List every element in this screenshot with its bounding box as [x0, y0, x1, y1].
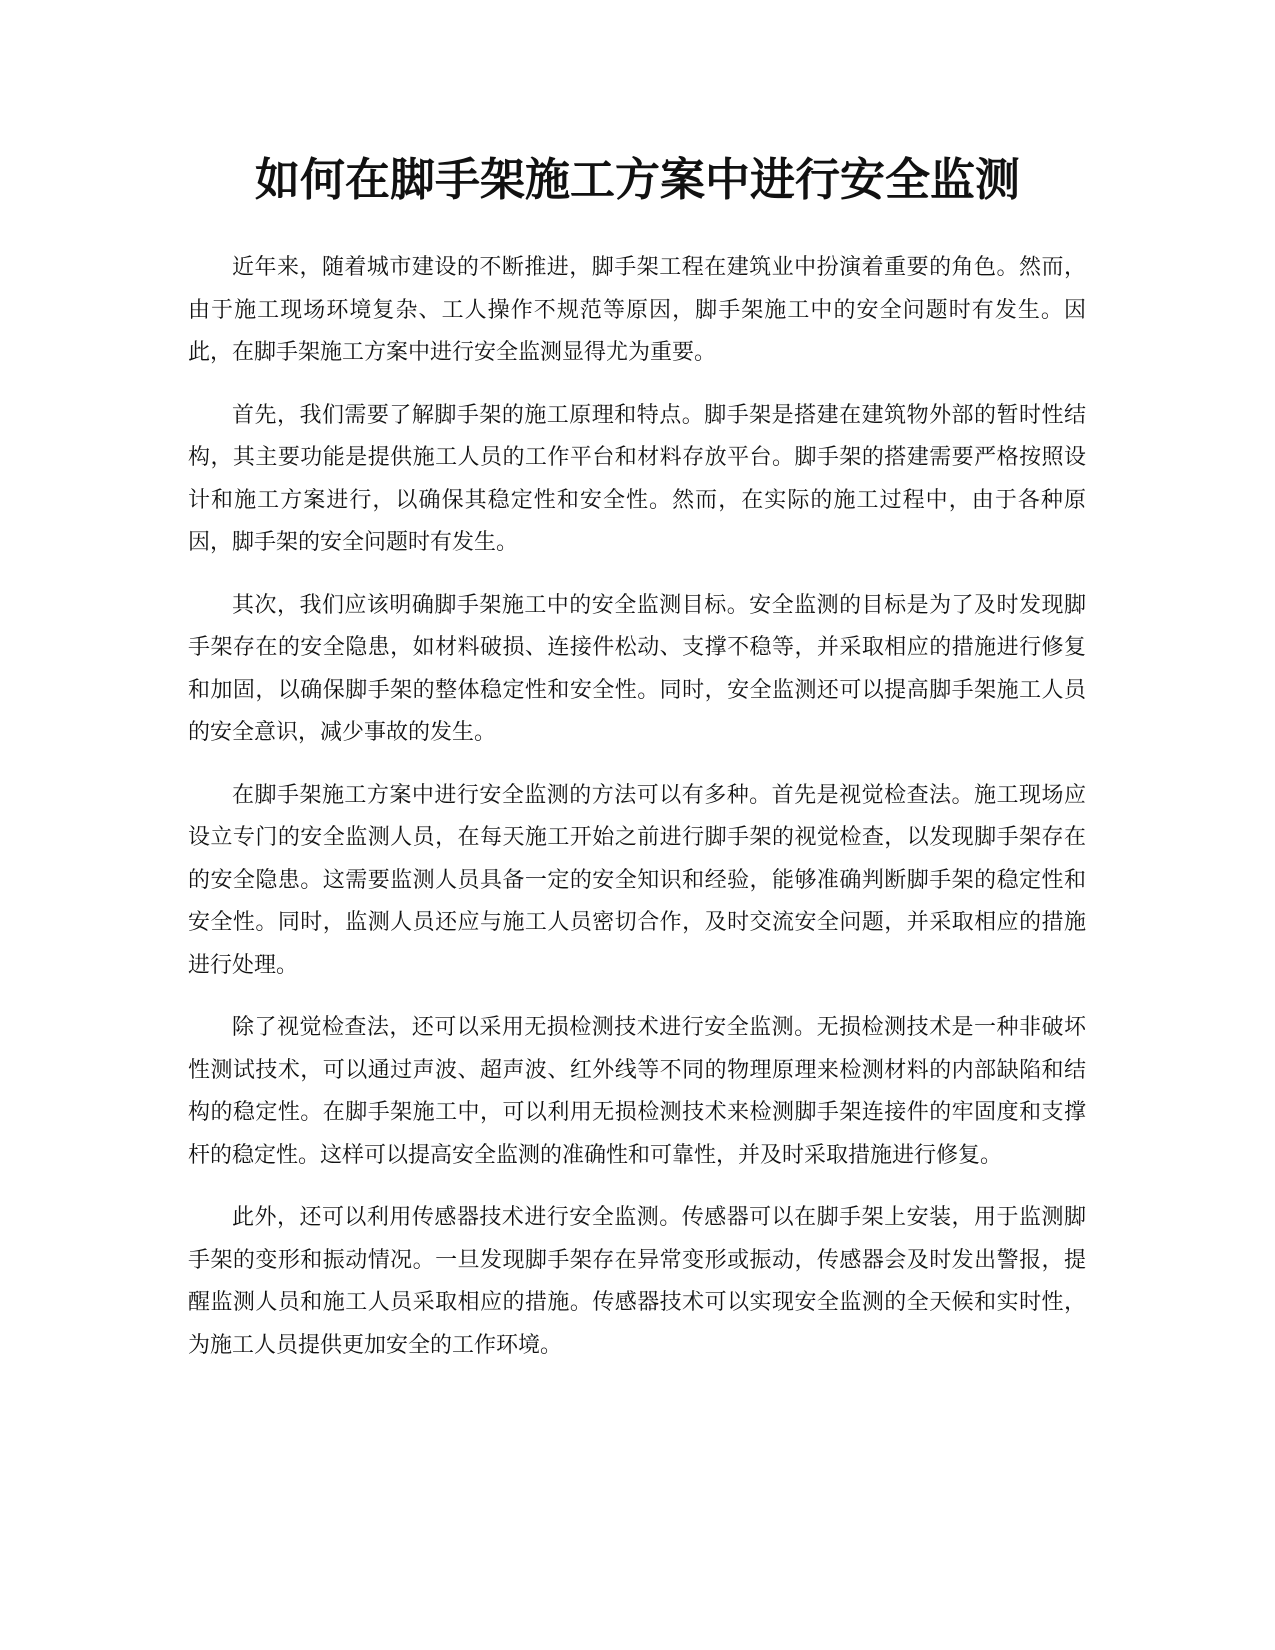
paragraph-5: 除了视觉检查法，还可以采用无损检测技术进行安全监测。无损检测技术是一种非破坏性测试技术，可以通过声波、超声波、红外线等不同的物理原理来检测材料的内部缺陷和结构的稳定性。在脚手架施工中，可以利用无损检测技术来检测脚手架连接件的牢固度和支撑杆的稳定性。这样可以提高安全监测的准确性和可靠性，并及时采取措施进行修复。	[188, 1015, 1086, 1168]
paragraph-6: 此外，还可以利用传感器技术进行安全监测。传感器可以在脚手架上安装，用于监测脚手架的变形和振动情况。一旦发现脚手架存在异常变形或振动，传感器会及时发出警报，提醒监测人员和施工人员采取相应的措施。传感器技术可以实现安全监测的全天候和实时性，为施工人员提供更加安全的工作环境。	[188, 1205, 1086, 1358]
document-body	[188, 247, 1086, 1387]
paragraph-2: 首先，我们需要了解脚手架的施工原理和特点。脚手架是搭建在建筑物外部的暂时性结构，其主要功能是提供施工人员的工作平台和材料存放平台。脚手架的搭建需要严格按照设计和施工方案进行，以确保其稳定性和安全性。然而，在实际的施工过程中，由于各种原因，脚手架的安全问题时有发生。	[188, 402, 1086, 555]
paragraph-4: 在脚手架施工方案中进行安全监测的方法可以有多种。首先是视觉检查法。施工现场应设立专门的安全监测人员，在每天施工开始之前进行脚手架的视觉检查，以发现脚手架存在的安全隐患。这需要监测人员具备一定的安全知识和经验，能够准确判断脚手架的稳定性和安全性。同时，监测人员还应与施工人员密切合作，及时交流安全问题，并采取相应的措施进行处理。	[188, 782, 1086, 978]
paragraph-1: 近年来，随着城市建设的不断推进，脚手架工程在建筑业中扮演着重要的角色。然而，由于施工现场环境复杂、工人操作不规范等原因，脚手架施工中的安全问题时有发生。因此，在脚手架施工方案中进行安全监测显得尤为重要。	[188, 255, 1086, 365]
document-title: 如何在脚手架施工方案中进行安全监测	[254, 153, 1020, 206]
paragraph-3: 其次，我们应该明确脚手架施工中的安全监测目标。安全监测的目标是为了及时发现脚手架存在的安全隐患，如材料破损、连接件松动、支撑不稳等，并采取相应的措施进行修复和加固，以确保脚手架的整体稳定性和安全性。同时，安全监测还可以提高脚手架施工人员的安全意识，减少事故的发生。	[188, 592, 1086, 745]
